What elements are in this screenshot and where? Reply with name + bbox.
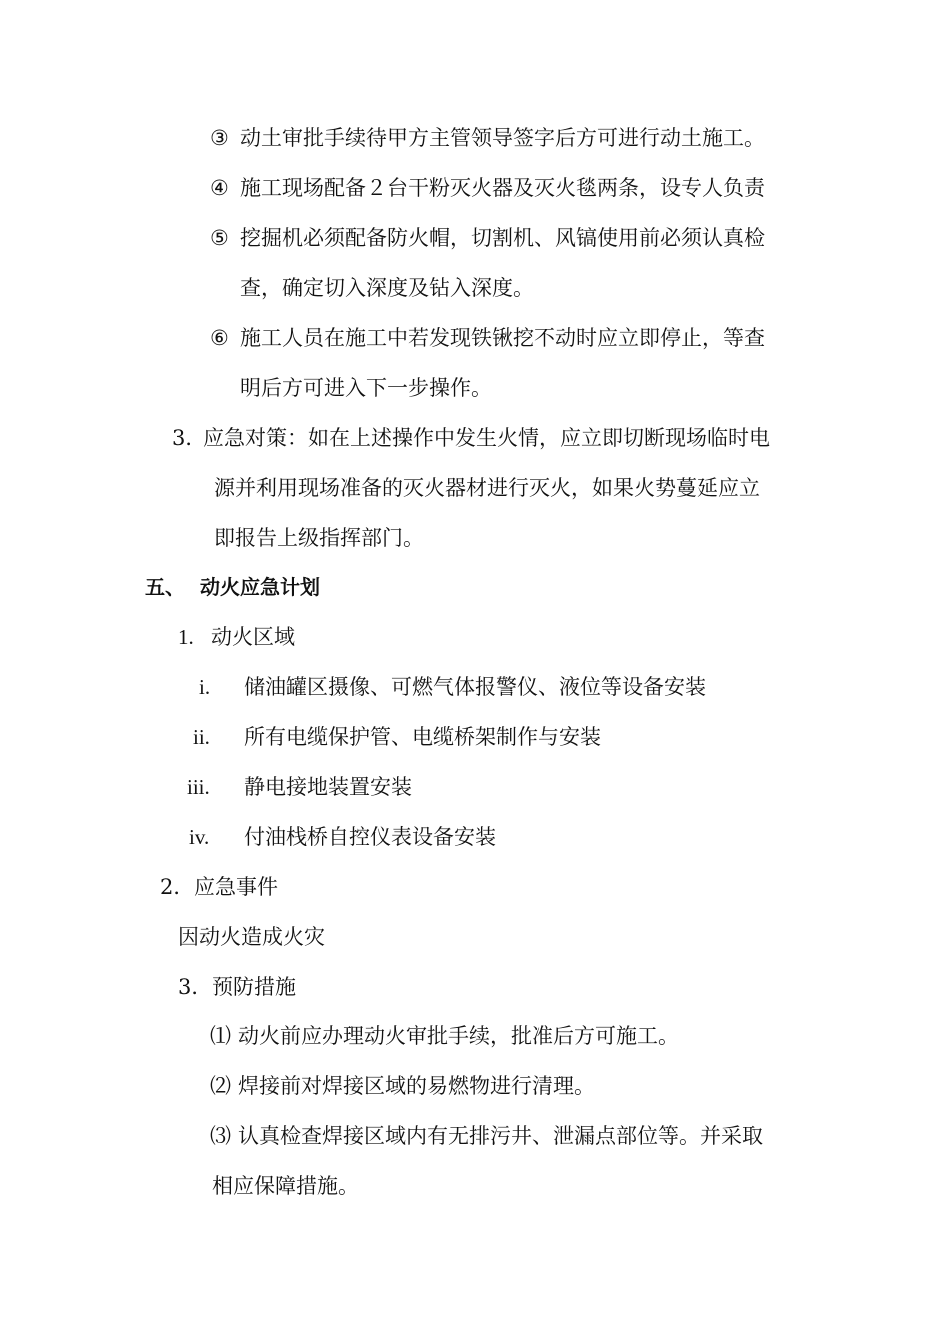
paragraph: 因动火造成火灾 xyxy=(178,925,325,949)
list-item: 储油罐区摄像、可燃气体报警仪、液位等设备安装 xyxy=(244,675,706,699)
emergency-text-continued: 源并利用现场准备的灭火器材进行灭火，如果火势蔓延应立 xyxy=(214,476,760,500)
item-text: 施工现场配备２台干粉灭火器及灭火毯两条，设专人负责 xyxy=(240,176,765,200)
list-item: 静电接地装置安装 xyxy=(244,775,412,799)
item-text: 挖掘机必须配备防火帽，切割机、风镐使用前必须认真检 xyxy=(240,226,765,250)
list-marker: ⑵ xyxy=(210,1074,231,1098)
item-text: 施工人员在施工中若发现铁锹挖不动时应立即停止，等查 xyxy=(240,326,765,350)
list-marker: ⑶ xyxy=(210,1124,231,1148)
emergency-marker: 3． xyxy=(172,426,207,450)
list-item: 认真检查焊接区域内有无排污井、泄漏点部位等。并采取 xyxy=(238,1124,763,1148)
subsection-title: 动火区域 xyxy=(211,625,295,649)
item-text-continued: 明后方可进入下一步操作。 xyxy=(240,376,492,400)
list-item: 所有电缆保护管、电缆桥架制作与安装 xyxy=(244,725,601,749)
list-marker: i. xyxy=(199,675,211,699)
emergency-text-continued: 即报告上级指挥部门。 xyxy=(214,526,424,550)
item-text-continued: 查，确定切入深度及钻入深度。 xyxy=(240,276,534,300)
list-item: 动火前应办理动火审批手续，批准后方可施工。 xyxy=(238,1024,679,1048)
subsection-marker: 2． xyxy=(160,875,195,899)
list-marker: ⑴ xyxy=(210,1024,231,1048)
item-marker: ③ xyxy=(210,126,229,150)
item-marker: ④ xyxy=(210,176,229,200)
list-marker: iv. xyxy=(189,825,210,849)
emergency-text: 应急对策：如在上述操作中发生火情，应立即切断现场临时电 xyxy=(203,426,770,450)
list-item: 焊接前对焊接区域的易燃物进行清理。 xyxy=(238,1074,595,1098)
list-marker: ii. xyxy=(193,725,210,749)
list-item-continued: 相应保障措施。 xyxy=(212,1174,359,1198)
subsection-title: 预防措施 xyxy=(212,975,296,999)
subsection-title: 应急事件 xyxy=(194,875,278,899)
section-title: 动火应急计划 xyxy=(200,575,320,599)
subsection-marker: 1. xyxy=(178,625,194,649)
list-item: 付油栈桥自控仪表设备安装 xyxy=(244,825,496,849)
item-marker: ⑤ xyxy=(210,226,229,250)
item-text: 动土审批手续待甲方主管领导签字后方可进行动土施工。 xyxy=(240,126,765,150)
item-marker: ⑥ xyxy=(210,326,229,350)
section-number: 五、 xyxy=(145,575,185,599)
list-marker: iii. xyxy=(187,775,210,799)
subsection-marker: 3． xyxy=(178,975,213,999)
